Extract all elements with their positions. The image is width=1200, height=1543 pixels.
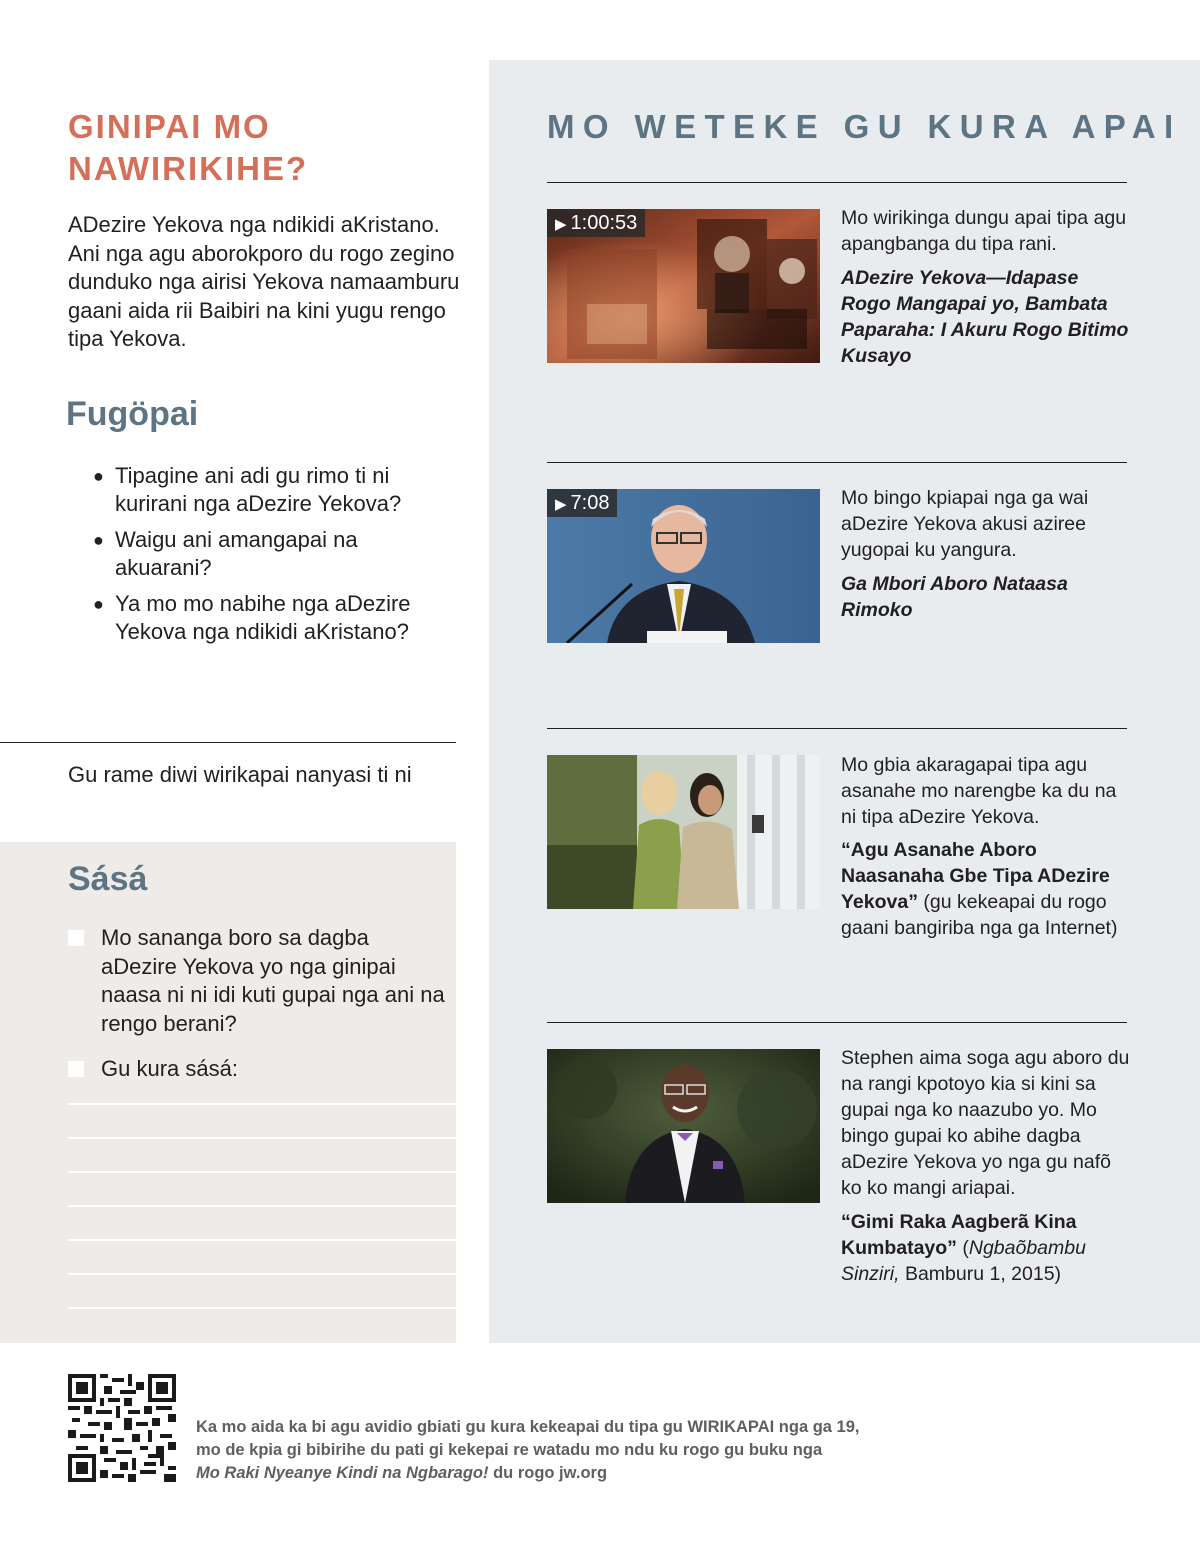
item-description: Mo gbia akaragapai tipa agu asanahe mo narengbe ka du na ni tipa aDezire Yekova.	[841, 754, 1117, 828]
item-reference[interactable]: “Agu Asanahe Aboro Naasanaha Gbe Tipa ADezire Yekova” (gu kekeapai du rogo gaani bangiriba nga ga Internet)	[841, 839, 1118, 939]
write-line[interactable]	[68, 1205, 456, 1207]
checkbox[interactable]	[68, 1061, 84, 1077]
item-description: Stephen aima soga agu aboro du na rangi kpotoyo kia si kini sa gupai nga ko naazubo yo. Mo bingo gupai ko abihe dagba aDezire Yekova yo nga gu nafõ ko ko mangi ariapai.	[841, 1047, 1130, 1199]
item-description: Mo wirikinga dungu apai tipa agu apangbanga du tipa rani.	[841, 207, 1127, 255]
item-description: Mo bingo kpiapai nga ga wai aDezire Yekova akusi aziree yugopai ku yangura.	[841, 487, 1089, 561]
bullet-icon: ●	[93, 466, 104, 486]
divider	[547, 1022, 1127, 1023]
divider	[0, 742, 456, 743]
ask-prompt: Gu rame diwi wirikapai nanyasi ti ni	[68, 762, 412, 787]
play-icon: ▶	[555, 496, 567, 513]
video-thumbnail[interactable]	[547, 489, 820, 643]
list-item: ● Tipagine ani adi gu rimo ti ni kurirani nga aDezire Yekova?	[93, 463, 402, 516]
divider	[547, 182, 1127, 183]
write-line[interactable]	[68, 1307, 456, 1309]
article-thumbnail[interactable]	[547, 1049, 820, 1203]
write-line[interactable]	[68, 1171, 456, 1173]
write-line[interactable]	[68, 1273, 456, 1275]
list-item: ● Ya mo mo nabihe nga aDezire Yekova nga ndikidi aKristano?	[93, 591, 411, 644]
write-line[interactable]	[68, 1239, 456, 1241]
review-heading: Fugöpai	[66, 395, 199, 433]
article-thumbnail[interactable]	[547, 755, 820, 909]
write-line[interactable]	[68, 1103, 456, 1105]
bullet-icon: ●	[93, 594, 104, 614]
qr-code[interactable]	[68, 1374, 176, 1482]
now-heading: Sásá	[68, 860, 148, 898]
summary-paragraph: ADezire Yekova nga ndikidi aKristano. Ani nga agu aborokporo du rogo zegino dunduko nga airisi Yekova namaamburu gaani aida rii Baibiri na kini yugu rengo tipa Yekova.	[68, 212, 460, 351]
explore-heading: MO WETEKE GU KURA APAI	[547, 108, 1182, 145]
item-reference[interactable]: ADezire Yekova—Idapase Rogo Mangapai yo, Bambata Paparaha: I Akuru Rogo Bitimo Kusayo	[841, 267, 1129, 367]
book-title: Mo Raki Nyeanye Kindi na Ngbarago!	[196, 1464, 489, 1482]
section-title: GINIPAI MO NAWIRIKIHE?	[68, 108, 309, 187]
divider	[547, 462, 1127, 463]
checkbox[interactable]	[68, 930, 84, 946]
write-line[interactable]	[68, 1137, 456, 1139]
now-item-1: Mo sananga boro sa dagba aDezire Yekova yo nga ginipai naasa ni ni idi kuti gupai nga ani na rengo berani?	[68, 924, 448, 1038]
now-box	[0, 842, 456, 1343]
footer-note: Ka mo aida ka bi agu avidio gbiati gu kura kekeapai du tipa gu WIRIKAPAI nga ga 19, mo de kpia gi bibirihe du pati gi kekepai re watadu mo ndu ku rogo gu buku nga Mo Raki Nyeanye Kindi na Ngbarago! du rogo jw.org	[196, 1418, 860, 1482]
item-reference[interactable]: Ga Mbori Aboro Nataasa Rimoko	[841, 573, 1068, 621]
duration-badge: ▶ 1:00:53	[547, 209, 645, 237]
video-thumbnail[interactable]	[547, 209, 820, 363]
list-item: ● Waigu ani amangapai na akuarani?	[93, 527, 358, 580]
stephen-portrait-image	[547, 1049, 820, 1203]
duration-badge: ▶ 7:08	[547, 489, 617, 517]
women-at-door-image	[547, 755, 820, 909]
review-list	[93, 462, 443, 654]
now-item-2: Gu kura sásá:	[68, 1055, 448, 1084]
bullet-icon: ●	[93, 530, 104, 550]
item-reference[interactable]: “Gimi Raka Aagberã Kina Kumbatayo” (Ngbaõbambu Sinziri, Bamburu 1, 2015)	[841, 1211, 1086, 1285]
play-icon: ▶	[555, 216, 567, 233]
divider	[547, 728, 1127, 729]
qr-code-icon	[68, 1374, 176, 1482]
